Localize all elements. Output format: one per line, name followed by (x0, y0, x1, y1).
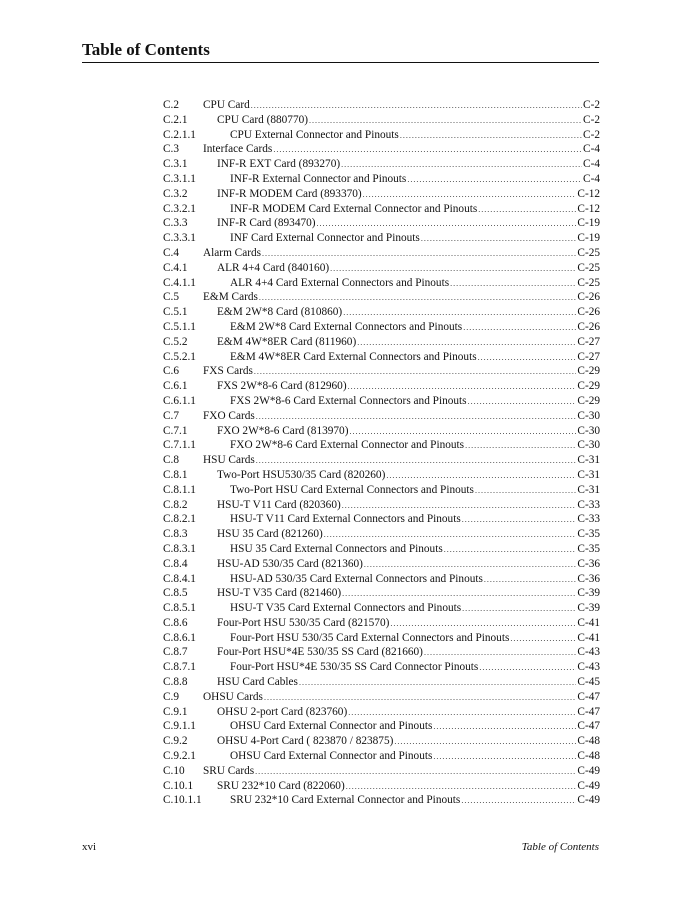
toc-dot-leader (348, 706, 576, 721)
toc-entry-title: Two-Port HSU Card External Connectors and Pinouts (230, 483, 474, 496)
toc-entry-page: C-47 (577, 720, 600, 733)
toc-entry-number: C.4.1.1 (163, 276, 196, 289)
toc-dot-leader (256, 454, 577, 469)
toc-entry-number: C.5.2 (163, 335, 188, 348)
toc-entry-page: C-19 (577, 217, 600, 230)
toc-entry-number: C.5.1.1 (163, 320, 196, 333)
toc-entry-number: C.7.1 (163, 424, 188, 437)
toc-entry-page: C-26 (577, 320, 600, 333)
toc-entry[interactable] (163, 231, 600, 246)
toc-entry-number: C.9.2.1 (163, 750, 196, 763)
toc-dot-leader (254, 365, 577, 380)
toc-entry-number: C.3.3.1 (163, 232, 196, 245)
toc-entry-number: C.2 (163, 99, 180, 111)
toc-entry-page: C-41 (577, 616, 600, 629)
toc-entry-number: C.8.6 (163, 616, 188, 629)
toc-entry[interactable] (163, 498, 600, 513)
toc-entry-title: OHSU Card External Connector and Pinouts (230, 750, 433, 763)
toc-entry[interactable] (163, 261, 600, 276)
toc-entry-title: E&M 2W*8 Card (810860) (217, 306, 343, 319)
toc-entry[interactable] (163, 335, 600, 350)
toc-entry-page: C-2 (583, 113, 600, 126)
toc-entry-title: FXO Cards (203, 409, 255, 422)
toc-entry-number: C.8.7.1 (163, 661, 196, 674)
toc-entry-number: C.5.2.1 (163, 350, 196, 363)
toc-entry[interactable] (163, 157, 600, 172)
toc-entry[interactable] (163, 379, 600, 394)
toc-entry-page: C-26 (577, 306, 600, 319)
toc-entry-page: C-47 (577, 690, 600, 703)
toc-entry-number: C.2.1.1 (163, 128, 196, 141)
toc-entry-number: C.5 (163, 291, 180, 304)
toc-entry-title: ALR 4+4 Card (840160) (217, 261, 330, 274)
toc-entry-title: Two-Port HSU530/35 Card (820260) (217, 468, 386, 481)
toc-entry-page: C-25 (577, 261, 600, 274)
toc-entry-page: C-27 (577, 350, 600, 363)
toc-entry-page: C-36 (577, 557, 600, 570)
toc-entry-page: C-35 (577, 542, 600, 555)
toc-dot-leader (444, 543, 577, 558)
toc-entry-number: C.8.6.1 (163, 631, 196, 644)
toc-entry[interactable] (163, 586, 600, 601)
toc-entry-number: C.9.1 (163, 705, 188, 718)
toc-entry-page: C-49 (577, 779, 600, 792)
toc-entry[interactable] (163, 453, 600, 468)
toc-dot-leader (364, 558, 577, 573)
toc-dot-leader (433, 750, 576, 765)
toc-dot-leader (342, 587, 576, 602)
toc-dot-leader (259, 291, 576, 306)
toc-dot-leader (510, 632, 576, 647)
toc-entry-title: FXS Cards (203, 365, 253, 378)
toc-entry-page: C-48 (577, 750, 600, 763)
toc-entry-number: C.10.1 (163, 779, 194, 792)
toc-entry-title: OHSU 2-port Card (823760) (217, 705, 348, 718)
toc-dot-leader (424, 646, 576, 661)
toc-entry-page: C-2 (583, 99, 600, 111)
toc-entry-title: Four-Port HSU 530/35 Card External Connectors and Pinouts (230, 631, 510, 644)
toc-entry[interactable] (163, 705, 600, 720)
toc-dot-leader (450, 277, 576, 292)
toc-entry-number: C.8.1.1 (163, 483, 196, 496)
toc-dot-leader (363, 188, 577, 203)
toc-entry-page: C-31 (577, 468, 600, 481)
toc-entry-page: C-12 (577, 202, 600, 215)
toc-entry-page: C-41 (577, 631, 600, 644)
toc-dot-leader (407, 173, 582, 188)
toc-entry-page: C-47 (577, 705, 600, 718)
toc-entry[interactable] (163, 483, 600, 498)
toc-dot-leader (465, 439, 576, 454)
toc-entry-title: CPU Card (880770) (217, 113, 308, 126)
toc-entry-number: C.6.1 (163, 380, 188, 393)
toc-entry-page: C-30 (577, 409, 600, 422)
toc-entry-page: C-12 (577, 187, 600, 200)
toc-entry[interactable] (163, 512, 600, 527)
toc-entry[interactable] (163, 202, 600, 217)
toc-entry-page: C-43 (577, 646, 600, 659)
toc-entry-number: C.8.3.1 (163, 542, 196, 555)
toc-entry-number: C.5.1 (163, 306, 188, 319)
toc-entry-page: C-36 (577, 572, 600, 585)
toc-entry[interactable] (163, 616, 600, 631)
toc-entry[interactable] (163, 305, 600, 320)
toc-entry-number: C.3.1.1 (163, 172, 196, 185)
toc-entry-page: C-33 (577, 498, 600, 511)
toc-entry-number: C.3.1 (163, 158, 188, 171)
toc-entry-title: E&M 2W*8 Card External Connectors and Pinouts (230, 320, 463, 333)
toc-entry-page: C-30 (577, 424, 600, 437)
toc-entry[interactable] (163, 690, 600, 705)
toc-dot-leader (463, 321, 576, 336)
toc-dot-leader (343, 306, 576, 321)
toc-entry-page: C-31 (577, 483, 600, 496)
toc-entry-page: C-4 (583, 143, 600, 156)
toc-dot-leader (324, 528, 577, 543)
toc-dot-leader (309, 114, 582, 129)
toc-entry[interactable] (163, 557, 600, 572)
toc-entry-title: HSU Cards (203, 454, 255, 467)
toc-entry-title: INF-R MODEM Card (893370) (217, 187, 362, 200)
toc-entry[interactable] (163, 468, 600, 483)
toc-entry[interactable] (163, 187, 600, 202)
toc-entry-number: C.3.2 (163, 187, 188, 200)
toc-dot-leader (330, 262, 576, 277)
toc-entry[interactable] (163, 142, 600, 157)
toc-entry[interactable] (163, 113, 600, 128)
toc-dot-leader (256, 410, 577, 425)
toc-entry-title: INF Card External Connector and Pinouts (230, 232, 420, 245)
toc-entry-title: HSU Card Cables (217, 676, 298, 689)
toc-entry[interactable] (163, 424, 600, 439)
toc-entry[interactable] (163, 645, 600, 660)
toc-entry-page: C-39 (577, 602, 600, 615)
toc-entry[interactable] (163, 542, 600, 557)
toc-entry-number: C.8.5 (163, 587, 188, 600)
toc-entry-number: C.10 (163, 764, 185, 777)
toc-dot-leader (421, 232, 577, 247)
toc-entry-title: E&M 4W*8ER Card External Connectors and Pinouts (230, 350, 477, 363)
toc-entry-number: C.7 (163, 409, 180, 422)
toc-entry-page: C-26 (577, 291, 600, 304)
toc-entry[interactable] (163, 779, 600, 794)
toc-entry-number: C.9 (163, 690, 180, 703)
toc-entry-number: C.3 (163, 143, 180, 156)
toc-dot-leader (400, 129, 582, 144)
toc-entry[interactable] (163, 527, 600, 542)
toc-dot-leader (273, 143, 582, 158)
toc-entry-number: C.4 (163, 246, 180, 259)
toc-dot-leader (433, 720, 576, 735)
toc-entry-number: C.3.3 (163, 217, 188, 230)
toc-entry-number: C.8.2 (163, 498, 188, 511)
toc-entry-title: HSU 35 Card External Connectors and Pinouts (230, 542, 443, 555)
toc-entry-number: C.8.4.1 (163, 572, 196, 585)
toc-entry-title: FXO 2W*8-6 Card (813970) (217, 424, 349, 437)
toc-entry-title: HSU-T V35 Card External Connectors and Pinouts (230, 602, 462, 615)
toc-entry-number: C.3.2.1 (163, 202, 196, 215)
toc-entry-title: HSU-AD 530/35 Card External Connectors and Pinouts (230, 572, 483, 585)
toc-entry[interactable] (163, 438, 600, 453)
toc-entry-page: C-19 (577, 232, 600, 245)
toc-entry-number: C.6.1.1 (163, 394, 196, 407)
toc-entry-page: C-39 (577, 587, 600, 600)
toc-entry-title: Four-Port HSU*4E 530/35 SS Card (821660) (217, 646, 423, 659)
toc-entry-title: FXS 2W*8-6 Card (812960) (217, 380, 347, 393)
toc-dot-leader (468, 395, 577, 410)
toc-entry-title: E&M Cards (203, 291, 258, 304)
toc-entry-page: C-33 (577, 513, 600, 526)
toc-entry-number: C.8 (163, 454, 180, 467)
toc-entry-title: INF-R Card (893470) (217, 217, 316, 230)
toc-dot-leader (264, 691, 576, 706)
toc-dot-leader (478, 203, 576, 218)
toc-entry[interactable] (163, 749, 600, 764)
toc-entry-title: OHSU Card External Connector and Pinouts (230, 720, 433, 733)
toc-dot-leader (342, 499, 577, 514)
toc-entry-page: C-4 (583, 172, 600, 185)
toc-entry-page: C-29 (577, 380, 600, 393)
toc-entry[interactable] (163, 290, 600, 305)
toc-entry-page: C-43 (577, 661, 600, 674)
toc-entry-number: C.8.8 (163, 676, 188, 689)
toc-entry-number: C.7.1.1 (163, 439, 196, 452)
toc-dot-leader (341, 158, 582, 173)
toc-entry-page: C-29 (577, 394, 600, 407)
toc-dot-leader (478, 351, 577, 366)
toc-entry-title: E&M 4W*8ER Card (811960) (217, 335, 357, 348)
toc-entry[interactable] (163, 98, 600, 113)
toc-entry-page: C-25 (577, 276, 600, 289)
toc-entry[interactable] (163, 216, 600, 231)
toc-entry-number: C.9.2 (163, 735, 188, 748)
toc-entry-title: CPU Card (203, 99, 250, 111)
toc-entry-number: C.8.3 (163, 528, 188, 541)
toc-entry-number: C.8.7 (163, 646, 188, 659)
toc-dot-leader (386, 469, 576, 484)
toc-entry-number: C.2.1 (163, 113, 188, 126)
toc-entry[interactable] (163, 409, 600, 424)
toc-entry-title: HSU-T V11 Card External Connectors and Pinouts (230, 513, 461, 526)
page-header-title: Table of Contents (82, 40, 210, 59)
toc-dot-leader (475, 484, 576, 499)
toc-dot-leader (262, 247, 576, 262)
toc-entry-title: SRU Cards (203, 764, 255, 777)
toc-entry-page: C-49 (577, 764, 600, 777)
toc-entry-number: C.8.1 (163, 468, 188, 481)
toc-entry-number: C.10.1.1 (163, 794, 202, 807)
toc-entry-title: HSU 35 Card (821260) (217, 528, 323, 541)
toc-entry[interactable] (163, 394, 600, 409)
toc-entry-title: Four-Port HSU*4E 530/35 SS Card Connector Pinouts (230, 661, 479, 674)
toc-dot-leader (251, 99, 582, 114)
toc-entry-page: C-35 (577, 528, 600, 541)
toc-entry[interactable] (163, 734, 600, 749)
toc-entry-title: FXS 2W*8-6 Card External Connectors and Pinouts (230, 394, 467, 407)
toc-dot-leader (479, 661, 576, 676)
toc-dot-leader (484, 573, 577, 588)
toc-entry-number: C.8.4 (163, 557, 188, 570)
toc-entry[interactable] (163, 364, 600, 379)
toc-entry-page: C-48 (577, 735, 600, 748)
toc-entry-title: Four-Port HSU 530/35 Card (821570) (217, 616, 390, 629)
toc-entry-title: Interface Cards (203, 143, 273, 156)
header-rule (82, 62, 599, 63)
toc-dot-leader (394, 735, 576, 750)
toc-entry-page: C-31 (577, 454, 600, 467)
toc-entry-title: HSU-T V11 Card (820360) (217, 498, 341, 511)
toc-dot-leader (462, 602, 576, 617)
toc-entry-title: INF-R External Connector and Pinouts (230, 172, 407, 185)
toc-entry[interactable] (163, 719, 600, 734)
toc-entry[interactable] (163, 601, 600, 616)
toc-entry[interactable] (163, 172, 600, 187)
footer-running-title: Table of Contents (521, 841, 599, 853)
table-of-contents (163, 98, 600, 808)
toc-entry-title: INF-R MODEM Card External Connector and Pinouts (230, 202, 478, 215)
toc-entry-number: C.8.2.1 (163, 513, 196, 526)
toc-dot-leader (348, 380, 577, 395)
toc-entry-title: ALR 4+4 Card External Connectors and Pinouts (230, 276, 450, 289)
toc-entry-title: Alarm Cards (203, 246, 262, 259)
toc-entry-title: INF-R EXT Card (893270) (217, 158, 341, 171)
toc-dot-leader (357, 336, 576, 351)
toc-entry[interactable] (163, 572, 600, 587)
toc-entry-number: C.4.1 (163, 261, 188, 274)
toc-entry-page: C-27 (577, 335, 600, 348)
toc-entry[interactable] (163, 276, 600, 291)
toc-entry[interactable] (163, 631, 600, 646)
toc-entry-title: HSU-T V35 Card (821460) (217, 587, 342, 600)
toc-dot-leader (346, 780, 577, 795)
toc-entry[interactable] (163, 350, 600, 365)
toc-entry-page: C-45 (577, 676, 600, 689)
toc-dot-leader (349, 425, 576, 440)
toc-entry[interactable] (163, 128, 600, 143)
toc-dot-leader (461, 794, 576, 809)
toc-entry-title: SRU 232*10 Card External Connector and Pinouts (230, 794, 461, 807)
toc-entry-title: FXO 2W*8-6 Card External Connector and Pinouts (230, 439, 465, 452)
toc-entry-page: C-30 (577, 439, 600, 452)
toc-dot-leader (462, 513, 577, 528)
toc-entry[interactable] (163, 764, 600, 779)
toc-entry-title: OHSU Cards (203, 690, 263, 703)
toc-entry-title: SRU 232*10 Card (822060) (217, 779, 345, 792)
toc-entry-page: C-4 (583, 158, 600, 171)
toc-dot-leader (299, 676, 576, 691)
toc-entry[interactable] (163, 660, 600, 675)
toc-dot-leader (390, 617, 576, 632)
toc-entry-number: C.9.1.1 (163, 720, 196, 733)
footer-page-number: xvi (82, 841, 97, 853)
toc-entry-title: OHSU 4-Port Card ( 823870 / 823875) (217, 735, 394, 748)
toc-entry-number: C.8.5.1 (163, 602, 196, 615)
toc-entry-page: C-25 (577, 246, 600, 259)
toc-entry[interactable] (163, 675, 600, 690)
toc-dot-leader (317, 217, 577, 232)
toc-entry-page: C-29 (577, 365, 600, 378)
toc-entry[interactable] (163, 793, 600, 808)
toc-entry-title: CPU External Connector and Pinouts (230, 128, 399, 141)
toc-entry-title: HSU-AD 530/35 Card (821360) (217, 557, 363, 570)
toc-entry-page: C-49 (577, 794, 600, 807)
toc-entry-number: C.6 (163, 365, 180, 378)
toc-dot-leader (255, 765, 576, 780)
toc-entry[interactable] (163, 246, 600, 261)
toc-entry[interactable] (163, 320, 600, 335)
toc-entry-page: C-2 (583, 128, 600, 141)
